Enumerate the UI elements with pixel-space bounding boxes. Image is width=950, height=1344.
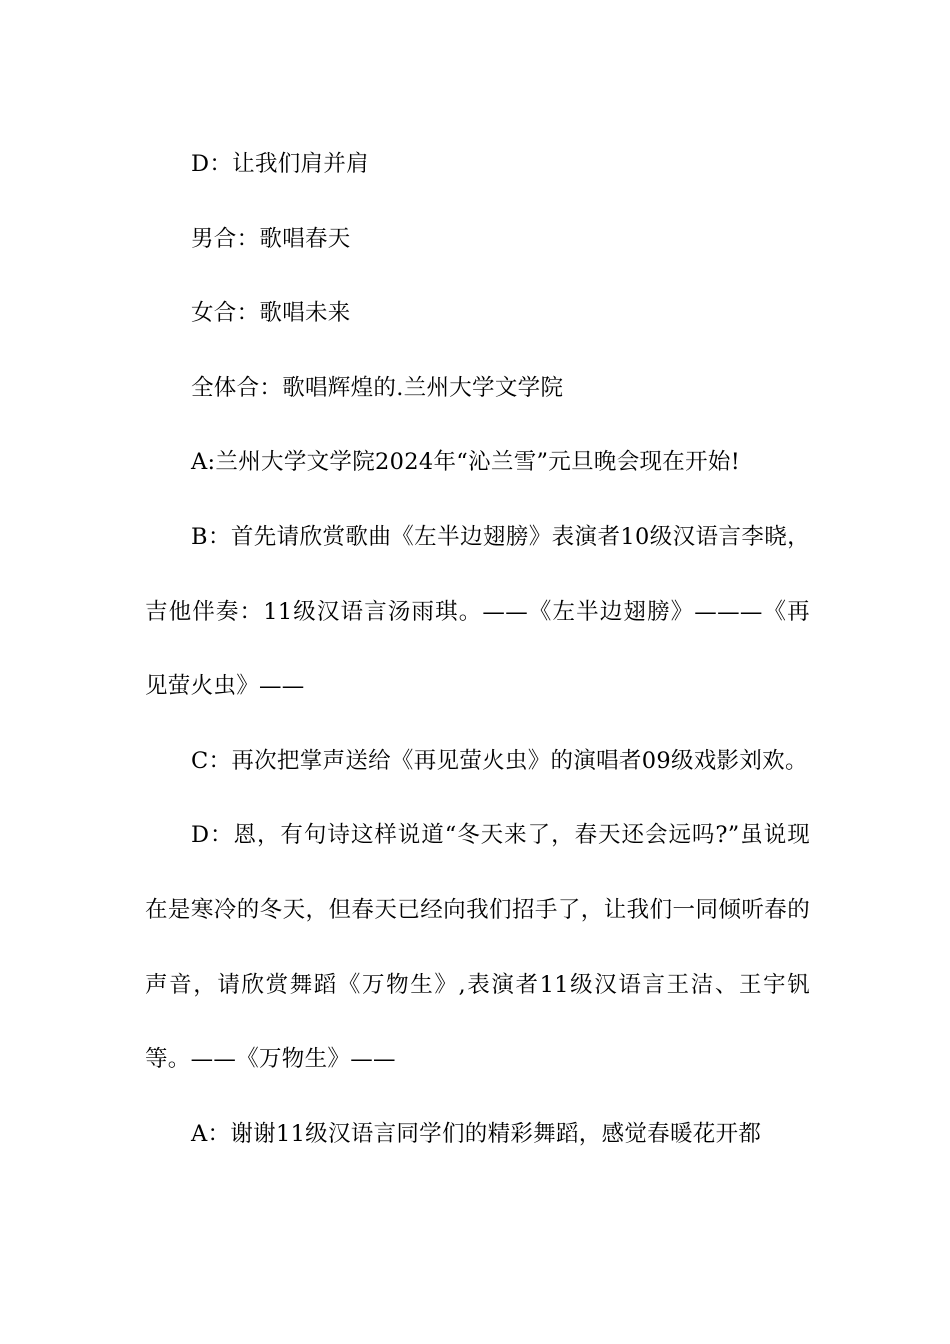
paragraph-2: 男合：歌唱春天 [191, 225, 351, 252]
paragraph-7: C：再次把掌声送给《再见萤火虫》的演唱者09级戏影刘欢。 [191, 747, 808, 774]
paragraph-6: B：首先请欣赏歌曲《左半边翅膀》表演者10级汉语言李晓，吉他伴奏：11级汉语言汤雨琪。——《左半边翅膀》———《再见萤火虫》—— [145, 523, 810, 700]
paragraph-8: D：恩，有句诗这样说道“冬天来了，春天还会远吗?”虽说现在是寒冷的冬天，但春天已经向我们招手了，让我们一同倾听春的声音，请欣赏舞蹈《万物生》,表演者11级汉语言王洁、王宇钒等。——《万物生》—— [145, 822, 810, 1073]
document-page [145, 127, 810, 1171]
paragraph-9: A：谢谢11级汉语言同学们的精彩舞蹈，感觉春暖花开都 [191, 1120, 762, 1147]
paragraph-1: D：让我们肩并肩 [191, 151, 369, 177]
paragraph-4: 全体合：歌唱辉煌的.兰州大学文学院 [191, 374, 564, 401]
paragraph-5: A:兰州大学文学院2024年“沁兰雪”元旦晚会现在开始! [191, 449, 741, 476]
paragraph-3: 女合：歌唱未来 [191, 300, 351, 327]
